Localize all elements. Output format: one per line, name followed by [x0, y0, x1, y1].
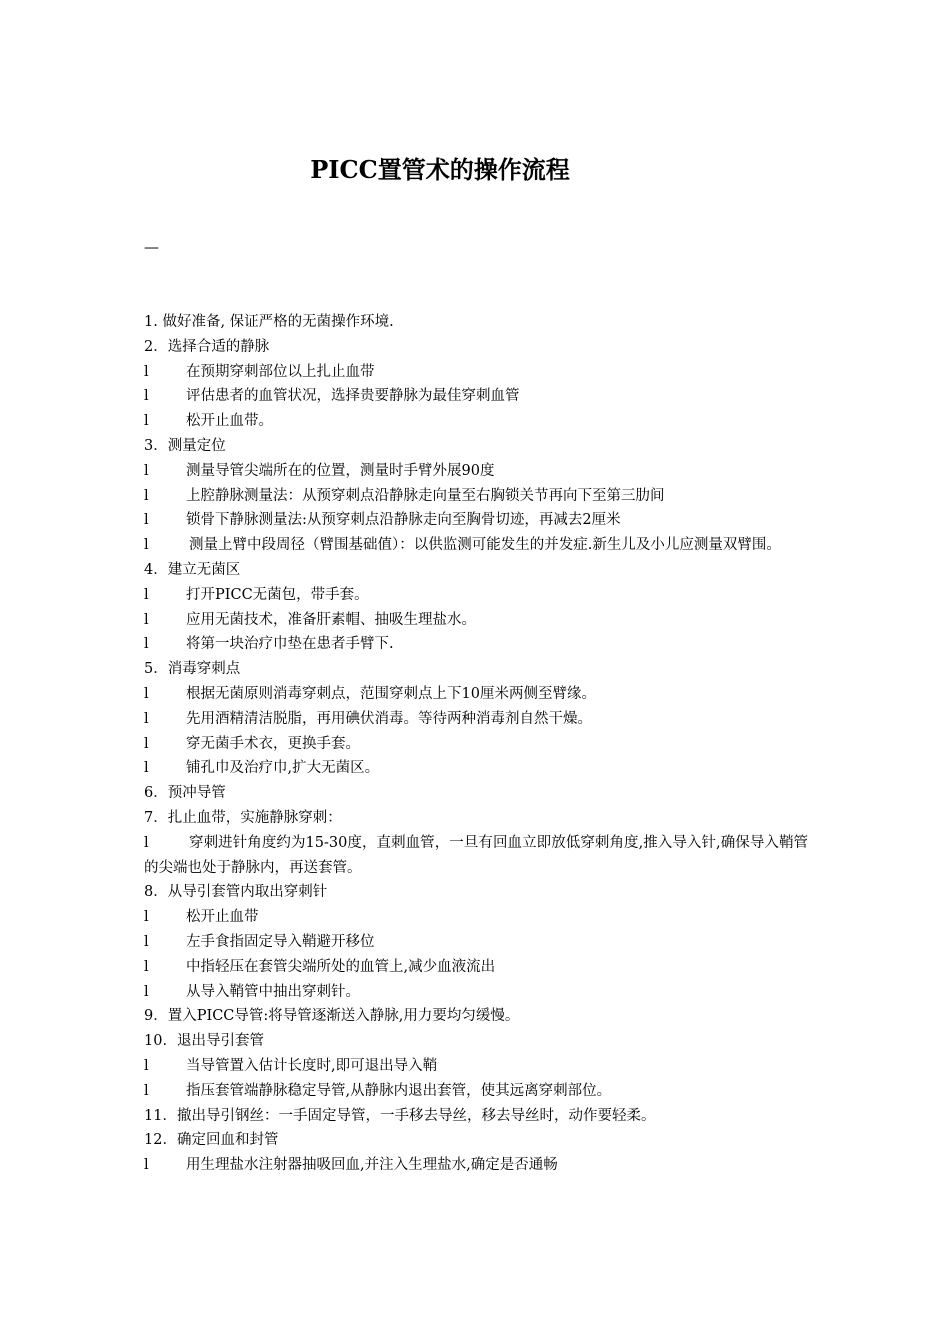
bullet-item: [144, 1079, 808, 1104]
bullet-item: [144, 484, 808, 509]
bullet-item: [144, 980, 808, 1005]
bullet-marker: l: [144, 834, 149, 851]
step-heading: 4．建立无菌区: [144, 561, 241, 578]
step-heading: 10．退出导引套管: [144, 1033, 264, 1050]
step-heading: 11．撤出导引钢丝：一手固定导管，一手移去导丝，移去导丝时，动作要轻柔。: [144, 1107, 656, 1124]
bullet-item: [144, 955, 808, 980]
step-heading: 12．确定回血和封管: [144, 1132, 279, 1149]
bullet-item: [144, 384, 808, 409]
bullet-marker: l: [144, 487, 149, 504]
bullet-text: 指压套管端静脉稳定导管,从静脉内退出套管，使其远离穿刺部位。: [186, 1082, 612, 1099]
bullet-item: [144, 360, 808, 385]
bullet-marker: l: [144, 933, 149, 950]
bullet-marker: l: [144, 586, 149, 603]
bullet-item: [144, 608, 808, 633]
bullet-text: 左手食指固定导入鞘避开移位: [186, 933, 375, 950]
bullet-text: 穿刺进针角度约为15-30度，直刺血管，一旦有回血立即放低穿刺角度,推入导入针,确保导入鞘管的尖端也处于静脉内，再送套管。: [144, 834, 808, 876]
step-heading: 8．从导引套管内取出穿刺针: [144, 884, 328, 901]
bullet-text: 先用酒精清洁脱脂，再用碘伏消毒。等待两种消毒剂自然干燥。: [186, 710, 592, 727]
bullet-text: 铺孔巾及治疗巾,扩大无菌区。: [186, 760, 380, 777]
bullet-text: 用生理盐水注射器抽吸回血,并注入生理盐水,确定是否通畅: [186, 1157, 558, 1174]
bullet-marker: l: [144, 735, 149, 752]
bullet-item: [144, 1153, 808, 1178]
bullet-marker: l: [144, 1082, 149, 1099]
bullet-marker: l: [144, 958, 149, 975]
bullet-marker: l: [144, 388, 149, 405]
bullet-text: 在预期穿刺部位以上扎止血带: [186, 363, 375, 380]
bullet-text: 当导管置入估计长度时,即可退出导入鞘: [186, 1057, 438, 1074]
bullet-item: [144, 732, 808, 757]
bullet-marker: l: [144, 909, 149, 926]
step-heading: 3．测量定位: [144, 437, 226, 454]
step-heading: 5．消毒穿刺点: [144, 661, 241, 678]
procedure-steps: [144, 310, 808, 1178]
bullet-text: 中指轻压在套管尖端所处的血管上,减少血液流出: [186, 958, 496, 975]
bullet-item-wrapped: [144, 533, 808, 558]
bullet-text: 测量上臂中段周径（臂围基础值）：以供监测可能发生的并发症.新生儿及小儿应测量双臂围。: [189, 537, 781, 554]
bullet-marker: l: [144, 636, 149, 653]
bullet-text: 锁骨下静脉测量法:从预穿刺点沿静脉走向至胸骨切迹，再减去2厘米: [186, 512, 621, 529]
bullet-marker: l: [144, 413, 149, 430]
bullet-text: 打开PICC无菌包，带手套。: [186, 586, 369, 603]
bullet-item: [144, 756, 808, 781]
bullet-marker: l: [144, 710, 149, 727]
bullet-item: [144, 682, 808, 707]
bullet-text: 上腔静脉测量法：从预穿刺点沿静脉走向量至右胸锁关节再向下至第三肋间: [186, 487, 665, 504]
step-heading: 9．置入PICC导管:将导管逐渐送入静脉,用力要均匀缓慢。: [144, 1008, 520, 1025]
bullet-text: 松开止血带: [186, 909, 259, 926]
step-heading: 2．选择合适的静脉: [144, 338, 270, 355]
bullet-item: [144, 508, 808, 533]
bullet-text: 根据无菌原则消毒穿刺点，范围穿刺点上下10厘米两侧至臂缘。: [186, 685, 596, 702]
bullet-item-wrapped: [144, 831, 808, 881]
document-title: PICC置管术的操作流程: [310, 155, 570, 184]
bullet-text: 穿无菌手术衣，更换手套。: [186, 735, 360, 752]
bullet-text: 测量导管尖端所在的位置，测量时手臂外展90度: [186, 462, 495, 479]
bullet-marker: l: [144, 983, 149, 1000]
bullet-item: [144, 707, 808, 732]
bullet-text: 松开止血带。: [186, 413, 273, 430]
bullet-marker: l: [144, 685, 149, 702]
bullet-item: [144, 930, 808, 955]
bullet-marker: l: [144, 611, 149, 628]
bullet-text: 从导入鞘管中抽出穿刺针。: [186, 983, 360, 1000]
bullet-marker: l: [144, 462, 149, 479]
section-dash: —: [144, 238, 159, 256]
bullet-item: [144, 632, 808, 657]
step-heading: 7．扎止血带，实施静脉穿刺：: [144, 809, 342, 826]
bullet-item: [144, 905, 808, 930]
bullet-marker: l: [144, 512, 149, 529]
bullet-text: 评估患者的血管状况，选择贵要静脉为最佳穿刺血管: [186, 388, 520, 405]
bullet-item: [144, 1054, 808, 1079]
step-heading: 1. 做好准备, 保证严格的无菌操作环境.: [144, 314, 394, 330]
step-heading: 6．预冲导管: [144, 785, 226, 802]
bullet-marker: l: [144, 1057, 149, 1074]
bullet-text: 将第一块治疗巾垫在患者手臂下.: [186, 636, 394, 653]
bullet-marker: l: [144, 760, 149, 777]
bullet-item: [144, 459, 808, 484]
bullet-text: 应用无菌技术，准备肝素帽、抽吸生理盐水。: [186, 611, 476, 628]
bullet-marker: l: [144, 363, 149, 380]
bullet-item: [144, 583, 808, 608]
bullet-marker: l: [144, 537, 149, 554]
bullet-marker: l: [144, 1157, 149, 1174]
bullet-item: [144, 409, 808, 434]
